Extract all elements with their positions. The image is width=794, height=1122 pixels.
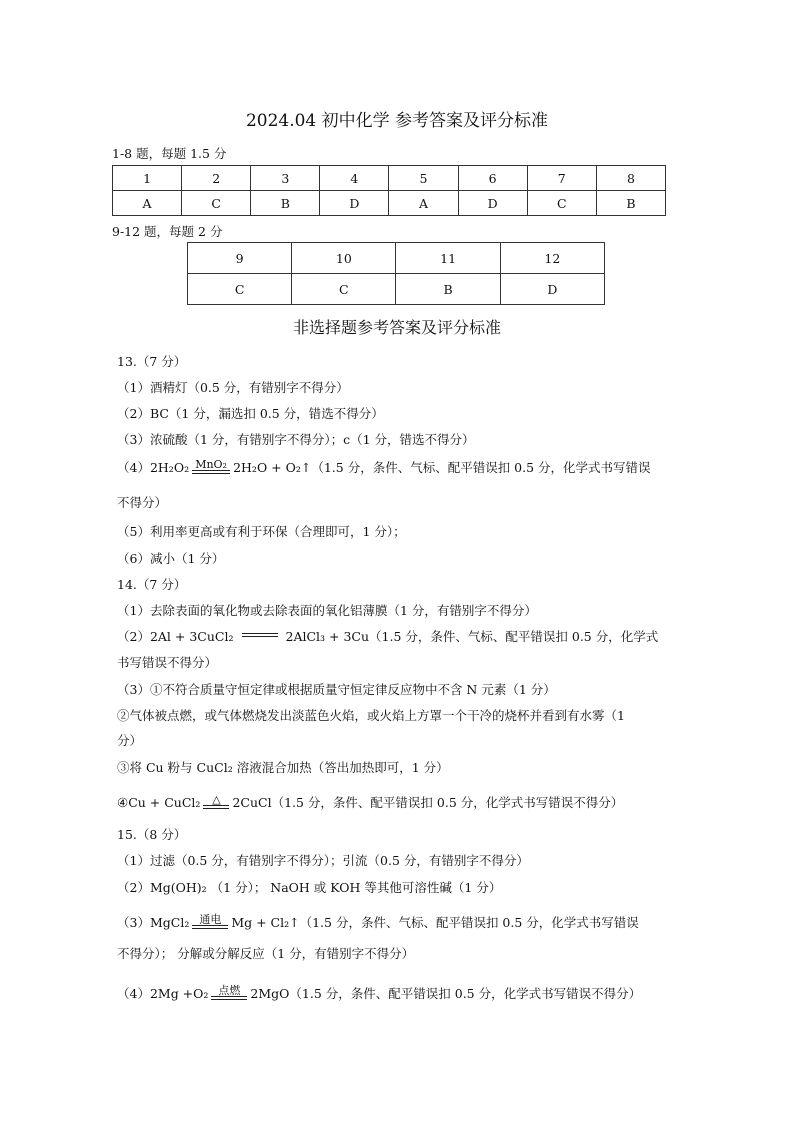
section2-label: 9-12 题，每题 2 分 [112, 224, 223, 239]
answer-cell: A [113, 191, 182, 216]
q13-line-3: （3）浓硫酸（1 分，有错别字不得分）；c（1 分，错选不得分） [117, 432, 475, 447]
question-number: 10 [292, 243, 396, 274]
reaction-arrow [203, 794, 229, 809]
q14-line-4-cont: 分） [117, 733, 143, 748]
reaction-condition: MnO₂ [195, 458, 227, 471]
question-number: 3 [251, 166, 320, 191]
equation-products: 2MgO（1.5 分，条件、配平错误扣 0.5 分，化学式书写错误不得分） [250, 986, 642, 1001]
q13-line-4-cont: 不得分） [117, 495, 168, 510]
answer-cell: C [182, 191, 251, 216]
equation-products: 2CuCl（1.5 分，条件、配平错误扣 0.5 分，化学式书写错误不得分） [232, 795, 624, 810]
reaction-arrow [242, 633, 278, 637]
q15-line-1: （1）过滤（0.5 分，有错别字不得分）；引流（0.5 分，有错别字不得分） [117, 853, 529, 868]
q14-header: 14.（7 分） [117, 577, 187, 592]
q15-line-4 [117, 984, 687, 1004]
answer-cell: D [320, 191, 389, 216]
q14-line-4: ②气体被点燃，或气体燃烧发出淡蓝色火焰，或火焰上方罩一个干冷的烧杯并看到有水雾（1 [117, 708, 625, 723]
question-number: 6 [458, 166, 527, 191]
answer-cell: D [500, 274, 604, 305]
q14-line-1: （1）去除表面的氧化物或去除表面的氧化铝薄膜（1 分，有错别字不得分） [117, 603, 537, 618]
question-number: 12 [500, 243, 604, 274]
reaction-arrow [192, 914, 228, 929]
answer-cell: C [292, 274, 396, 305]
table-row [113, 191, 666, 216]
answer-cell: B [596, 191, 665, 216]
question-number: 8 [596, 166, 665, 191]
question-number: 7 [527, 166, 596, 191]
answer-table-1-8 [112, 165, 666, 216]
q13-line-6: （6）减小（1 分） [117, 551, 225, 566]
equation-reactants: （3）MgCl₂ [117, 915, 190, 930]
q13-line-2: （2）BC（1 分，漏选扣 0.5 分，错选不得分） [117, 406, 384, 421]
question-number: 9 [188, 243, 292, 274]
table-row [188, 274, 605, 305]
table-row [188, 243, 605, 274]
q15-line-3-cont: 不得分）； 分解或分解反应（1 分，有错别字不得分） [117, 946, 415, 961]
question-number: 4 [320, 166, 389, 191]
answer-cell: C [188, 274, 292, 305]
answer-cell: D [458, 191, 527, 216]
reaction-arrow [192, 459, 230, 474]
q15-header: 15.（8 分） [117, 827, 187, 842]
section-subtitle: 非选择题参考答案及评分标准 [292, 318, 501, 337]
q14-line-2-cont: 书写错误不得分） [117, 655, 218, 670]
equation-reactants: （4）2H₂O₂ [117, 460, 190, 475]
page-title: 2024.04 初中化学 参考答案及评分标准 [245, 111, 549, 131]
reaction-arrow [211, 985, 247, 1000]
reaction-condition: 通电 [199, 913, 222, 926]
q14-line-6 [117, 793, 687, 813]
q14-line-2 [117, 627, 687, 645]
answer-cell: C [527, 191, 596, 216]
equation-products: 2AlCl₃ + 3Cu（1.5 分，条件、气标、配平错误扣 0.5 分，化学式 [285, 629, 659, 644]
equation-reactants: ④Cu + CuCl₂ [117, 795, 201, 810]
q13-line-1: （1）酒精灯（0.5 分，有错别字不得分） [117, 380, 349, 395]
q15-line-3 [117, 913, 687, 933]
q14-line-5: ③将 Cu 粉与 CuCl₂ 溶液混合加热（答出加热即可，1 分） [117, 760, 449, 775]
answer-table-9-12 [187, 242, 605, 305]
answer-cell: B [251, 191, 320, 216]
equation-products: 2H₂O + O₂↑（1.5 分，条件、气标、配平错误扣 0.5 分，化学式书写错误 [233, 460, 651, 475]
equation-products: Mg + Cl₂↑（1.5 分，条件、气标、配平错误扣 0.5 分，化学式书写错误 [231, 915, 639, 930]
answer-cell: B [396, 274, 500, 305]
q13-line-4 [117, 458, 687, 478]
q14-line-3: （3）①不符合质量守恒定律或根据质量守恒定律反应物中不含 N 元素（1 分） [117, 682, 556, 697]
answer-cell: A [389, 191, 458, 216]
question-number: 1 [113, 166, 182, 191]
section1-label: 1-8 题，每题 1.5 分 [112, 146, 227, 161]
reaction-condition: 点燃 [218, 984, 241, 997]
equation-reactants: （4）2Mg +O₂ [117, 986, 209, 1001]
question-number: 11 [396, 243, 500, 274]
reaction-condition: △ [212, 793, 221, 806]
question-number: 2 [182, 166, 251, 191]
q13-line-5: （5）利用率更高或有利于环保（合理即可，1 分）； [117, 524, 406, 539]
equals-sign-icon [242, 633, 278, 637]
q13-header: 13.（7 分） [117, 354, 187, 369]
q15-line-2: （2）Mg(OH)₂ （1 分）； NaOH 或 KOH 等其他可溶性碱（1 分） [117, 880, 502, 895]
table-row [113, 166, 666, 191]
equation-reactants: （2）2Al + 3CuCl₂ [117, 629, 234, 644]
question-number: 5 [389, 166, 458, 191]
